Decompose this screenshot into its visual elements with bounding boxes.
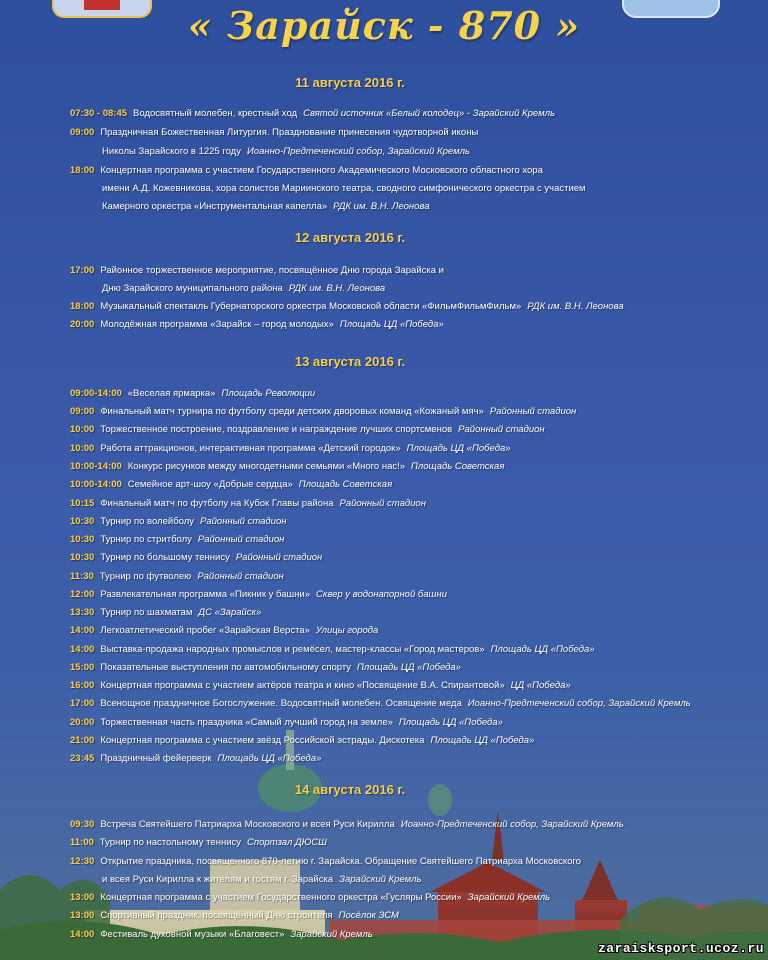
event-place: Районный стадион [489,406,577,417]
event-place: Иоанно-Предтеченский собор, Зарайский Кремль [246,146,470,157]
schedule-row [70,165,549,176]
event-title: Торжественное построение, поздравление и награждение лучших спортсменов [100,424,453,435]
event-title: Концертная программа с участием Государственного оркестра «Гусляры России» [100,892,462,903]
schedule-row [70,735,534,746]
event-time: 17:00 [70,698,95,709]
schedule-row [70,108,555,119]
schedule-row [70,856,587,867]
schedule-row-continued [102,183,586,194]
event-title: Финальный матч по футболу на Кубок Главы района [100,498,334,509]
schedule-row [70,301,624,312]
schedule-row-continued [102,201,429,212]
schedule-row [70,479,392,490]
event-place: Площадь ЦД «Победа» [357,662,461,673]
event-title: Концертная программа с участием звёзд Российской эстрады. Дискотека [100,735,425,746]
event-time: 14:00 [70,644,95,655]
event-time: 10:00 [70,424,95,435]
schedule-row-continued [102,283,385,294]
event-place: Площадь Советская [298,479,393,490]
schedule-row [70,443,511,454]
schedule-row [70,644,595,655]
schedule-row [70,589,447,600]
event-place: РДК им. В.Н. Леонова [333,201,430,212]
event-place: Посёлок ЗСМ [338,910,399,921]
event-time: 13:00 [70,910,95,921]
event-title: Всенощное праздничное Богослужение. Водосвятный молебен. Освящение меда [100,698,462,709]
schedule-row [70,424,545,435]
event-place: Иоанно-Предтеченский собор, Зарайский Кремль [467,698,691,709]
event-time: 10:00 [70,443,95,454]
event-time: 18:00 [70,165,95,176]
schedule-row [70,265,450,276]
event-title: Праздничный фейерверк [100,753,212,764]
event-time: 12:00 [70,589,95,600]
event-place: Зарайский Кремль [339,874,422,885]
event-title: «Веселая ярмарка» [127,388,216,399]
event-place: Районный стадион [235,552,323,563]
event-time: 09:00 [70,127,95,138]
schedule-row [70,929,373,940]
event-time: 23:45 [70,753,95,764]
schedule-row [70,625,378,636]
event-place: Площадь ЦД «Победа» [490,644,595,655]
event-time: 14:00 [70,625,95,636]
event-place: РДК им. В.Н. Леонова [527,301,624,312]
event-place: Святой источник «Белый колодец» - Зарайский Кремль [303,108,555,119]
event-time: 09:30 [70,819,95,830]
event-title: Концертная программа с участием Государственного Академического Московского областного хора [100,165,543,176]
day-heading: 13 августа 2016 г. [294,354,406,369]
day-heading: 14 августа 2016 г. [294,782,406,797]
event-time: 16:00 [70,680,95,691]
schedule-row [70,662,461,673]
event-title: Турнир по футволею [99,571,192,582]
event-place: Зарайский Кремль [467,892,551,903]
event-time: 10:30 [70,552,95,563]
event-place: Площадь ЦД «Победа» [430,735,535,746]
event-title: Легкоатлетический пробег «Зарайская Верста» [100,625,310,636]
event-title: Праздничная Божественная Литургия. Празднование принесения чудотворной иконы [100,127,479,138]
event-place: Площадь ЦД «Победа» [406,443,511,454]
event-title: Фестиваль духовной музыки «Благовест» [100,929,285,940]
event-time: 12:30 [70,856,95,867]
event-title: Турнир по шахматам [100,607,193,618]
event-place: Районный стадион [197,534,285,545]
event-place: Зарайский Кремль [290,929,373,940]
event-place: РДК им. В.Н. Леонова [288,283,386,294]
event-title: имени А.Д. Кожевникова, хора солистов Мариинского театра, сводного симфонического оркестра с участием [102,183,586,194]
schedule-row [70,319,444,330]
event-title: Турнир по настольному теннису [99,837,241,848]
event-title: Районное торжественное мероприятие, посвящённое Дню города Зарайска и [100,265,444,276]
event-time: 11:30 [70,571,94,582]
schedule-row [70,680,571,691]
event-place: Площадь ЦД «Победа» [217,753,322,764]
event-place: Районный стадион [200,516,287,527]
event-title: Молодёжная программа «Зарайск – город молодых» [100,319,334,330]
event-place: Районный стадион [458,424,545,435]
event-place: Площадь Советская [411,461,505,472]
schedule-row [70,388,315,399]
event-time: 09:00 [70,406,95,417]
event-time: 13:00 [70,892,95,903]
schedule-row [70,552,322,563]
event-time: 14:00 [70,929,95,940]
event-title: Концертная программа с участием актёров театра и кино «Посвящение В.А. Спирантовой» [100,680,505,691]
event-time: 18:00 [70,301,95,312]
day-heading: 11 августа 2016 г. [295,75,405,90]
event-title: Открытие праздника, посвященного 870-летию г. Зарайска. Обращение Святейшего Патриарха Московского [100,856,581,867]
schedule-row [70,819,624,830]
schedule-row [70,534,284,545]
event-title: Финальный матч турнира по футболу среди детских дворовых команд «Кожаный мяч» [100,406,484,417]
event-place: Иоанно-Предтеченский собор, Зарайский Кремль [400,819,624,830]
event-title: Николы Зарайского в 1225 году [102,146,241,157]
schedule-row [70,127,484,138]
schedule-row [70,892,550,903]
event-time: 20:00 [70,319,95,330]
schedule-row [70,461,504,472]
schedule-row-continued [102,146,470,157]
schedule-row-continued [102,874,421,885]
event-place: Улицы города [315,625,379,636]
event-place: ЦД «Победа» [510,680,571,691]
event-time: 13:30 [70,607,95,618]
event-time: 10:15 [70,498,95,509]
event-title: Конкурс рисунков между многодетными семьями «Много нас!» [127,461,406,472]
event-place: Площадь ЦД «Победа» [339,319,444,330]
event-time: 10:00-14:00 [70,479,122,490]
schedule-row [70,753,321,764]
schedule-row [70,698,691,709]
event-time: 11:00 [70,837,94,848]
event-time: 17:00 [70,265,95,276]
event-time: 10:30 [70,534,95,545]
event-place: Районный стадион [339,498,426,509]
event-title: Семейное арт-шоу «Добрые сердца» [127,479,293,490]
event-time: 09:00-14:00 [70,388,122,399]
event-title: Показательные выступления по автомобильному спорту [100,662,352,673]
schedule-row [70,498,426,509]
event-place: Спортзал ДЮСШ [247,837,327,848]
schedule-row [70,516,286,527]
site-watermark[interactable]: zaraisksport.ucoz.ru [597,941,764,956]
day-heading: 12 августа 2016 г. [294,230,406,245]
event-title: Турнир по волейболу [100,516,195,527]
event-title: Турнир по стритболу [100,534,192,545]
event-place: Площадь Революции [221,388,316,399]
event-place: Районный стадион [197,571,284,582]
event-title: Водосвятный молебен, крестный ход [133,108,298,119]
event-time: 07:30 - 08:45 [70,108,128,119]
event-time: 10:30 [70,516,95,527]
event-time: 20:00 [70,717,95,728]
event-title: Развлекательная программа «Пикник у башни» [100,589,310,600]
schedule-row [70,607,261,618]
event-place: Площадь ЦД «Победа» [398,717,503,728]
event-title: Торжественная часть праздника «Самый лучший город на земле» [100,717,393,728]
event-title: Музыкальный спектакль Губернаторского оркестра Московской области «ФильмФильмФильм» [100,301,522,312]
schedule-row [70,837,327,848]
poster-title: « Зарайск - 870 » [187,3,581,48]
event-time: 21:00 [70,735,95,746]
event-place: Сквер у водонапорной башни [316,589,447,600]
event-title: Спортивный праздник, посвящённый Дню строителя [100,910,333,921]
event-title: Выставка-продажа народных промыслов и ремёсел, мастер-классы «Город мастеров» [100,644,485,655]
schedule-row [70,406,576,417]
event-title: и всея Руси Кирилла к жителям и гостям г. Зарайска [102,874,334,885]
schedule-row [70,571,284,582]
schedule-row [70,717,503,728]
event-title: Турнир по большому теннису [100,552,230,563]
event-title: Встреча Святейшего Патриарха Московского и всея Руси Кирилла [100,819,395,830]
event-title: Работа аттракционов, интерактивная программа «Детский городок» [100,443,401,454]
event-time: 10:00-14:00 [70,461,122,472]
event-place: ДС «Зарайск» [198,607,262,618]
event-title: Камерного оркестра «Инструментальная капелла» [102,201,328,212]
event-title: Дню Зарайского муниципального района [102,283,283,294]
event-time: 15:00 [70,662,95,673]
schedule-row [70,910,399,921]
